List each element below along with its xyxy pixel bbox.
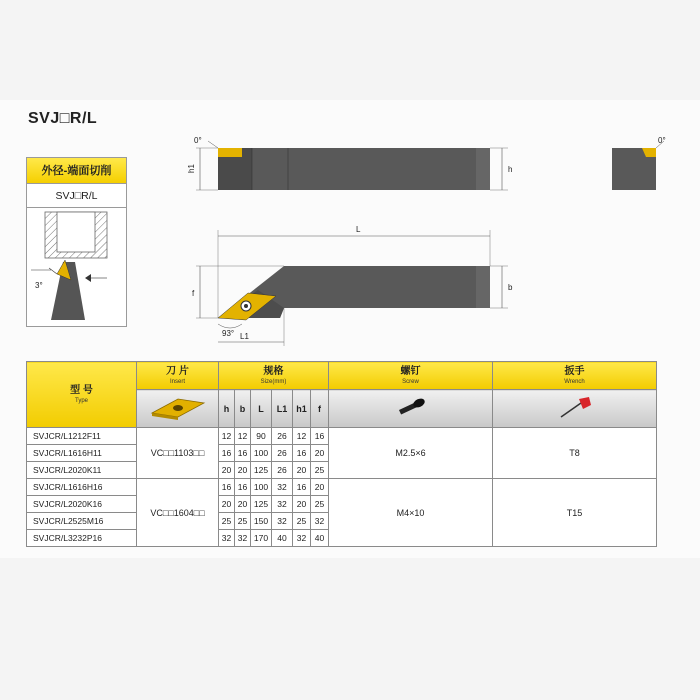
tool-drawing bbox=[180, 128, 670, 353]
workpiece-hatched bbox=[45, 212, 107, 258]
table-row: SVJCR/L3232P16 32 32 170 40 32 40 bbox=[27, 530, 657, 547]
insert-group-1: VC□□1103□□ bbox=[137, 428, 219, 479]
header-type: 型 号 Type bbox=[27, 362, 137, 428]
header-screw: 螺钉 Screw bbox=[329, 362, 493, 390]
header-wrench: 扳手 Wrench bbox=[493, 362, 657, 390]
dim-h1-label: h1 bbox=[187, 164, 196, 173]
side-view-tool bbox=[218, 266, 490, 320]
size-col-f: f bbox=[311, 390, 329, 428]
tool-shank-small bbox=[51, 260, 85, 320]
end-view-tool bbox=[612, 148, 656, 190]
table-row: SVJCR/L2020K11 20 20 125 26 20 25 bbox=[27, 462, 657, 479]
header-size: 规格 Size(mm) bbox=[219, 362, 329, 390]
insert-image-cell bbox=[137, 390, 219, 428]
dim-L-label: L bbox=[356, 225, 361, 234]
insert-icon bbox=[148, 395, 208, 421]
application-box bbox=[26, 157, 127, 327]
wrench-group-2: T15 bbox=[493, 479, 657, 547]
dim-f-label: f bbox=[192, 289, 195, 298]
table-row: SVJCR/L1616H11 16 16 100 26 16 20 bbox=[27, 445, 657, 462]
application-code: SVJ□R/L bbox=[27, 184, 126, 208]
dim-h-label: h bbox=[508, 165, 513, 174]
screw-image-cell bbox=[329, 390, 493, 428]
dim-93-label: 93° bbox=[222, 329, 235, 338]
dim-L1-label: L1 bbox=[240, 332, 249, 341]
table-row: SVJCR/L1616H16 VC□□1604□□ 16 16 100 32 16 20 M4×10 T15 bbox=[27, 479, 657, 496]
feed-arrow-icon bbox=[85, 274, 91, 282]
table-row: SVJCR/L1212F11 VC□□1103□□ 12 12 90 26 12 16 M2.5×6 T8 bbox=[27, 428, 657, 445]
top-angle-left-label: 0° bbox=[194, 136, 202, 145]
size-col-h1: h1 bbox=[293, 390, 311, 428]
spec-table bbox=[26, 361, 657, 547]
screw-group-2: M4×10 bbox=[329, 479, 493, 547]
insert-group-2: VC□□1604□□ bbox=[137, 479, 219, 547]
page-title: SVJ□R/L bbox=[28, 110, 98, 127]
wrench-group-1: T8 bbox=[493, 428, 657, 479]
wrench-image-cell bbox=[493, 390, 657, 428]
screw-icon bbox=[391, 395, 431, 421]
size-col-b: b bbox=[235, 390, 251, 428]
table-row: SVJCR/L2525M16 25 25 150 32 25 32 bbox=[27, 513, 657, 530]
size-col-L1: L1 bbox=[272, 390, 293, 428]
application-diagram bbox=[27, 208, 126, 326]
table-row: SVJCR/L2020K16 20 20 125 32 20 25 bbox=[27, 496, 657, 513]
insert-top-icon bbox=[218, 148, 242, 157]
top-view-tool bbox=[218, 148, 490, 190]
size-col-h: h bbox=[219, 390, 235, 428]
size-col-L: L bbox=[251, 390, 272, 428]
wrench-icon bbox=[555, 395, 595, 421]
dim-b-label: b bbox=[508, 283, 513, 292]
angle-3-label: 3° bbox=[35, 281, 43, 290]
application-header: 外径-端面切削 bbox=[27, 158, 126, 184]
screw-group-1: M2.5×6 bbox=[329, 428, 493, 479]
top-angle-right-label: 0° bbox=[658, 136, 666, 145]
header-insert: 刀 片 Insert bbox=[137, 362, 219, 390]
